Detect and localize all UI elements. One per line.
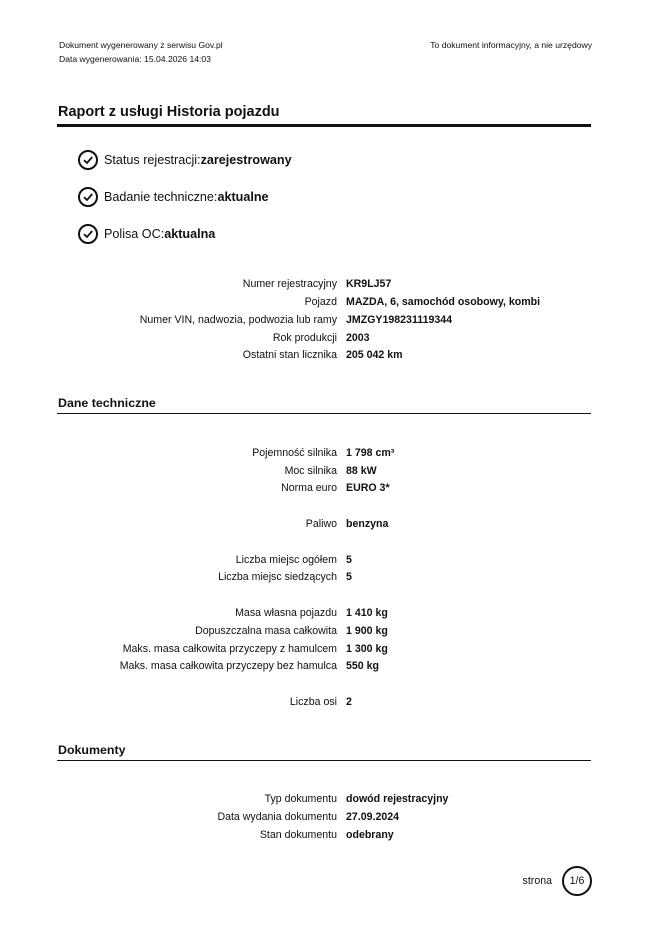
row-label: Pojazd [304, 296, 337, 308]
technical-row [0, 462, 659, 480]
row-value: KR9LJ57 [346, 278, 392, 290]
technical-row [0, 551, 659, 569]
row-value: 5 [346, 571, 352, 583]
check-circle-icon [78, 224, 98, 244]
document-row [0, 808, 659, 826]
technical-row [0, 515, 659, 533]
row-label: Liczba miejsc siedzących [218, 571, 337, 583]
page-number: 1/6 [562, 866, 592, 896]
row-value: 1 410 kg [346, 607, 388, 619]
vehicle-row [0, 329, 659, 347]
row-value: benzyna [346, 518, 389, 530]
status-value: aktualna [164, 227, 216, 241]
technical-row [0, 657, 659, 675]
row-value: 2 [346, 696, 352, 708]
row-label: Stan dokumentu [259, 829, 337, 841]
row-label: Masa własna pojazdu [235, 607, 337, 619]
technical-row [0, 604, 659, 622]
status-technical-inspection [78, 185, 269, 209]
status-registration [78, 148, 292, 172]
row-label: Pojemność silnika [252, 447, 337, 459]
report-title: Raport z usługi Historia pojazdu [58, 104, 280, 120]
row-label: Rok produkcji [272, 332, 337, 344]
row-value: 1 798 cm³ [346, 447, 395, 459]
vehicle-row [0, 346, 659, 364]
document-source-info [59, 38, 223, 66]
technical-row [0, 444, 659, 462]
vehicle-row [0, 293, 659, 311]
row-label: Norma euro [281, 482, 337, 494]
status-insurance [78, 222, 215, 246]
document-row [0, 790, 659, 808]
document-row [0, 826, 659, 844]
generated-from-text: Dokument wygenerowany z serwisu Gov.pl [59, 40, 223, 50]
technical-row [0, 568, 659, 586]
technical-row [0, 622, 659, 640]
generated-date-line [59, 52, 223, 66]
section-title-documents: Dokumenty [58, 743, 126, 757]
row-label: Liczba osi [289, 696, 337, 708]
section-title-technical: Dane techniczne [58, 396, 156, 410]
row-value: dowód rejestracyjny [346, 793, 449, 805]
row-value: EURO 3* [346, 482, 390, 494]
row-label: Typ dokumentu [264, 793, 337, 805]
generated-date-label: Data wygenerowania: [59, 54, 142, 64]
row-label: Dopuszczalna masa całkowita [195, 625, 337, 637]
vehicle-row [0, 275, 659, 293]
row-value: 1 900 kg [346, 625, 388, 637]
row-value: MAZDA, 6, samochód osobowy, kombi [346, 296, 541, 308]
row-value: 27.09.2024 [346, 811, 400, 823]
technical-row [0, 693, 659, 711]
section-divider [57, 413, 591, 414]
section-divider [57, 760, 591, 761]
row-label: Numer VIN, nadwozia, podwozia lub ramy [139, 314, 337, 326]
status-label: Polisa OC: [104, 227, 165, 241]
row-label: Maks. masa całkowita przyczepy z hamulcem [122, 643, 337, 655]
page-indicator [523, 866, 592, 896]
status-value: zarejestrowany [200, 153, 292, 167]
page-label: strona [522, 875, 552, 887]
row-value: JMZGY198231119344 [346, 314, 453, 326]
row-label: Numer rejestracyjny [242, 278, 337, 290]
row-value: odebrany [346, 829, 394, 841]
status-label: Badanie techniczne: [104, 190, 218, 204]
document-notice: To dokument informacyjny, a nie urzędowy [430, 40, 592, 50]
row-label: Liczba miejsc ogółem [235, 554, 337, 566]
row-value: 5 [346, 554, 352, 566]
row-label: Paliwo [305, 518, 337, 530]
row-value: 205 042 km [346, 349, 403, 361]
row-value: 1 300 kg [346, 643, 388, 655]
technical-row [0, 479, 659, 497]
row-value: 2003 [346, 332, 370, 344]
title-divider [57, 124, 591, 127]
row-value: 550 kg [346, 660, 379, 672]
generated-date-value: 15.04.2026 14:03 [144, 54, 211, 64]
status-value: aktualne [217, 190, 269, 204]
check-circle-icon [78, 150, 98, 170]
check-circle-icon [78, 187, 98, 207]
status-label: Status rejestracji: [104, 153, 201, 167]
row-label: Data wydania dokumentu [217, 811, 337, 823]
row-label: Ostatni stan licznika [242, 349, 337, 361]
row-value: 88 kW [346, 465, 377, 477]
technical-row [0, 640, 659, 658]
row-label: Maks. masa całkowita przyczepy bez hamulca [119, 660, 337, 672]
row-label: Moc silnika [284, 465, 337, 477]
vehicle-row [0, 311, 659, 329]
